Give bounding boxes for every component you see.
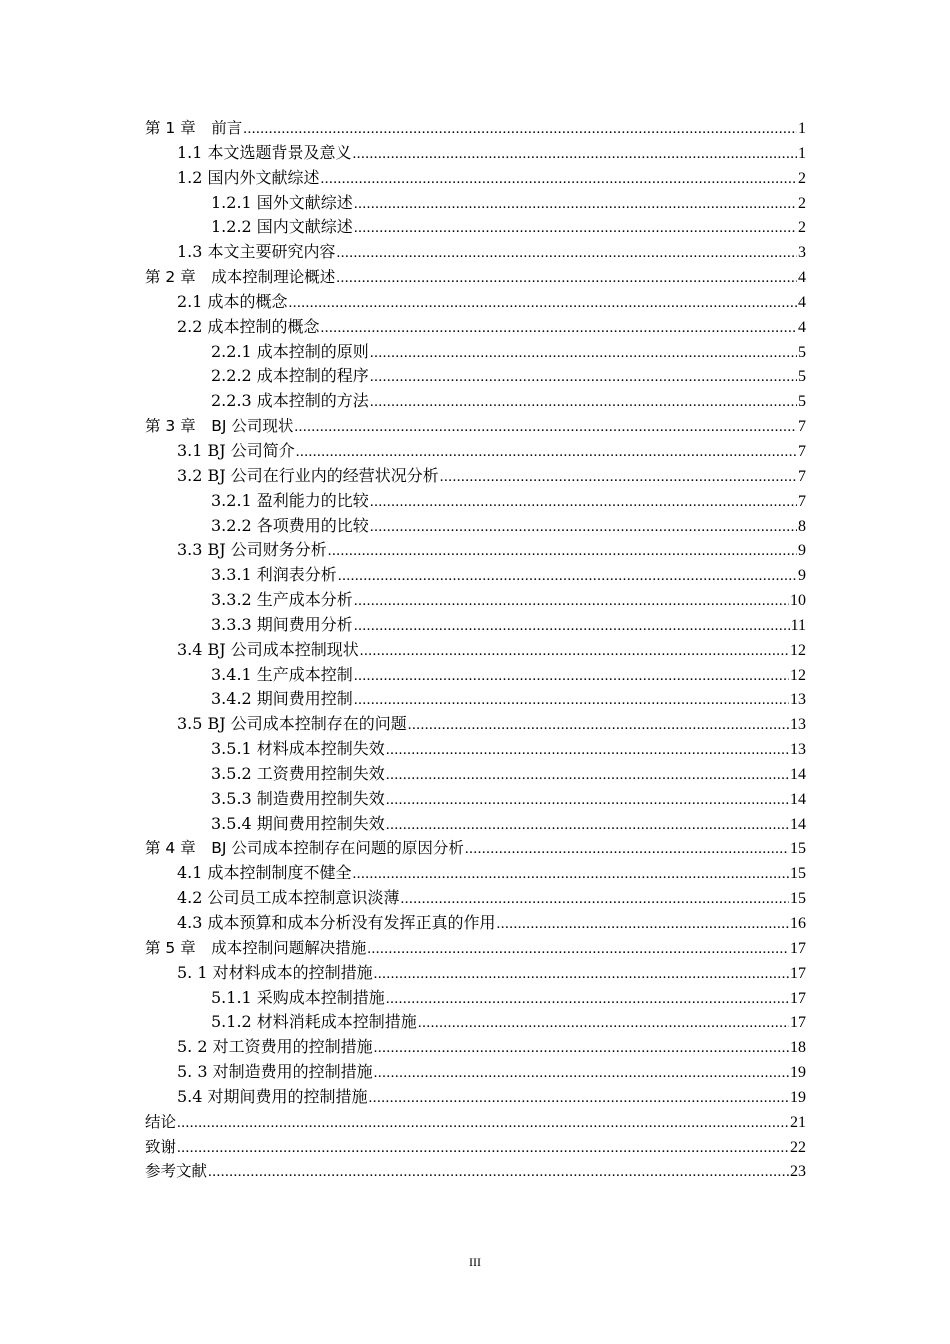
toc-dot-leader [370, 515, 797, 540]
toc-entry-title: 3.4 BJ 公司成本控制现状 [177, 639, 359, 659]
toc-section-entry[interactable] [145, 961, 806, 986]
toc-dot-leader [440, 465, 797, 490]
toc-entry-title: 3.2.1 盈利能力的比较 [211, 490, 369, 510]
toc-dot-leader [374, 1061, 789, 1086]
toc-entry-title: 3.5.1 材料成本控制失效 [211, 739, 385, 759]
toc-entry-title: 3.5.3 制造费用控制失效 [211, 788, 385, 808]
toc-entry-page-number: 12 [790, 666, 806, 684]
toc-entry-page-number: 17 [790, 989, 806, 1007]
toc-subsection-entry[interactable] [145, 364, 806, 389]
toc-subsection-entry[interactable] [145, 514, 806, 539]
toc-dot-leader [338, 564, 797, 589]
toc-dot-leader [369, 1086, 789, 1111]
toc-section-entry[interactable] [145, 638, 806, 663]
toc-entry-page-number: 22 [790, 1138, 806, 1156]
toc-section-entry[interactable] [145, 315, 806, 340]
toc-section-entry[interactable] [145, 861, 806, 886]
toc-dot-leader [353, 862, 789, 887]
toc-entry-page-number: 7 [798, 492, 806, 510]
toc-entry-title: 3.4.2 期间费用控制 [211, 689, 353, 709]
toc-entry-title: 5. 1 对材料成本的控制措施 [177, 962, 373, 982]
toc-subsection-entry[interactable] [145, 389, 806, 414]
toc-entry-page-number: 16 [790, 915, 806, 932]
toc-chapter-entry[interactable] [145, 1110, 806, 1135]
toc-subsection-entry[interactable] [145, 687, 806, 712]
toc-dot-leader [337, 241, 797, 266]
toc-section-entry[interactable] [145, 1035, 806, 1060]
toc-entry-page-number: 5 [798, 368, 806, 386]
toc-entry-title: 结论 [145, 1112, 177, 1131]
toc-entry-page-number: 18 [790, 1039, 806, 1057]
toc-entry-page-number: 15 [790, 865, 806, 883]
toc-chapter-entry[interactable] [145, 414, 806, 439]
toc-entry-page-number: 14 [790, 815, 806, 833]
toc-dot-leader [294, 415, 797, 440]
toc-chapter-entry[interactable] [145, 1159, 806, 1184]
toc-entry-title: 5. 3 对制造费用的控制措施 [177, 1062, 373, 1082]
toc-dot-leader [386, 738, 789, 763]
toc-entry-page-number: 4 [798, 293, 806, 311]
toc-entry-page-number: 17 [790, 964, 806, 982]
toc-entry-title: 第 3 章 BJ 公司现状 [145, 417, 294, 436]
toc-entry-title: 1.2 国内外文献综述 [177, 167, 320, 187]
toc-entry-page-number: 8 [798, 517, 806, 535]
toc-entry-title: 致谢 [145, 1137, 177, 1156]
toc-dot-leader [386, 987, 789, 1012]
toc-dot-leader [177, 1136, 789, 1161]
toc-entry-page-number: 13 [790, 691, 806, 709]
toc-section-entry[interactable] [145, 911, 806, 936]
toc-section-entry[interactable] [145, 886, 806, 911]
toc-section-entry[interactable] [145, 464, 806, 489]
toc-dot-leader [177, 1111, 789, 1136]
toc-dot-leader [336, 266, 797, 291]
toc-entry-page-number: 21 [790, 1113, 806, 1131]
toc-entry-title: 第 5 章 成本控制问题解决措施 [145, 938, 367, 957]
toc-dot-leader [367, 937, 789, 962]
toc-chapter-entry[interactable] [145, 1135, 806, 1160]
toc-section-entry[interactable] [145, 1060, 806, 1085]
toc-dot-leader [208, 1160, 789, 1185]
toc-dot-leader [353, 142, 797, 167]
toc-dot-leader [296, 440, 797, 465]
toc-subsection-entry[interactable] [145, 191, 806, 216]
toc-entry-title: 1.2.2 国内文献综述 [211, 217, 353, 237]
toc-entry-title: 3.3.1 利润表分析 [211, 565, 337, 585]
toc-entry-page-number: 4 [798, 269, 806, 287]
toc-dot-leader [328, 539, 797, 564]
toc-subsection-entry[interactable] [145, 215, 806, 240]
toc-dot-leader [354, 216, 797, 241]
toc-dot-leader [370, 390, 797, 415]
toc-dot-leader [354, 664, 789, 689]
toc-entry-title: 3.3.2 生产成本分析 [211, 590, 353, 610]
toc-entry-page-number: 7 [798, 467, 806, 485]
table-of-contents [145, 116, 806, 1184]
toc-entry-title: 3.2.2 各项费用的比较 [211, 515, 369, 535]
toc-section-entry[interactable] [145, 1085, 806, 1110]
toc-entry-page-number: 12 [790, 641, 806, 659]
toc-entry-title: 2.2.2 成本控制的程序 [211, 366, 369, 386]
toc-dot-leader [354, 192, 797, 217]
toc-entry-title: 3.4.1 生产成本控制 [211, 664, 353, 684]
toc-entry-page-number: 2 [798, 169, 806, 187]
toc-entry-title: 3.5.2 工资费用控制失效 [211, 763, 385, 783]
page-footer-number: III [469, 1255, 481, 1269]
toc-entry-title: 4.2 公司员工成本控制意识淡薄 [177, 888, 400, 908]
toc-entry-title: 4.1 成本控制制度不健全 [177, 863, 352, 883]
toc-subsection-entry[interactable] [145, 563, 806, 588]
toc-chapter-entry[interactable] [145, 936, 806, 961]
toc-chapter-entry[interactable] [145, 836, 806, 861]
toc-entry-title: 参考文献 [145, 1162, 208, 1181]
toc-entry-title: 2.2 成本控制的概念 [177, 316, 320, 336]
toc-entry-page-number: 1 [798, 120, 806, 137]
toc-entry-title: 1.3 本文主要研究内容 [177, 242, 336, 262]
toc-entry-page-number: 15 [790, 890, 806, 908]
toc-section-entry[interactable] [145, 166, 806, 191]
toc-subsection-entry[interactable] [145, 812, 806, 837]
toc-dot-leader [408, 713, 789, 738]
toc-entry-title: 5.1.2 材料消耗成本控制措施 [211, 1012, 417, 1032]
toc-entry-page-number: 14 [790, 790, 806, 808]
toc-entry-title: 5.1.1 采购成本控制措施 [211, 987, 385, 1007]
toc-dot-leader [386, 813, 789, 838]
toc-section-entry[interactable] [145, 141, 806, 166]
toc-entry-page-number: 15 [790, 840, 806, 858]
toc-dot-leader [243, 117, 797, 142]
toc-dot-leader [354, 688, 789, 713]
toc-dot-leader [374, 962, 789, 987]
toc-section-entry[interactable] [145, 712, 806, 737]
toc-entry-page-number: 9 [798, 567, 806, 585]
toc-entry-page-number: 5 [798, 393, 806, 411]
toc-subsection-entry[interactable] [145, 340, 806, 365]
toc-entry-title: 3.3.3 期间费用分析 [211, 614, 353, 634]
toc-entry-title: 3.2 BJ 公司在行业内的经营状况分析 [177, 465, 439, 485]
toc-dot-leader [386, 788, 789, 813]
toc-dot-leader [386, 763, 789, 788]
toc-dot-leader [289, 291, 797, 316]
toc-entry-page-number: 3 [798, 244, 806, 262]
toc-entry-page-number: 11 [790, 616, 806, 634]
toc-entry-title: 5.4 对期间费用的控制措施 [177, 1086, 368, 1106]
toc-chapter-entry[interactable] [145, 116, 806, 141]
toc-subsection-entry[interactable] [145, 737, 806, 762]
toc-entry-title: 第 4 章 BJ 公司成本控制存在问题的原因分析 [145, 839, 464, 858]
toc-section-entry[interactable] [145, 538, 806, 563]
toc-dot-leader [370, 490, 797, 515]
toc-dot-leader [370, 341, 797, 366]
toc-entry-page-number: 10 [790, 592, 806, 610]
toc-subsection-entry[interactable] [145, 588, 806, 613]
toc-subsection-entry[interactable] [145, 489, 806, 514]
toc-chapter-entry[interactable] [145, 265, 806, 290]
toc-section-entry[interactable] [145, 290, 806, 315]
toc-dot-leader [321, 167, 797, 192]
toc-dot-leader [354, 589, 789, 614]
toc-section-entry[interactable] [145, 240, 806, 265]
toc-entry-page-number: 2 [798, 194, 806, 212]
toc-dot-leader [321, 316, 797, 341]
toc-entry-page-number: 2 [798, 219, 806, 237]
toc-entry-title: 3.5 BJ 公司成本控制存在的问题 [177, 714, 407, 734]
toc-entry-title: 2.1 成本的概念 [177, 291, 288, 311]
toc-entry-title: 第 2 章 成本控制理论概述 [145, 268, 336, 287]
toc-entry-page-number: 9 [798, 542, 806, 560]
toc-entry-title: 4.3 成本预算和成本分析没有发挥正真的作用 [177, 913, 496, 932]
toc-entry-title: 2.2.1 成本控制的原则 [211, 341, 369, 361]
toc-subsection-entry[interactable] [145, 1010, 806, 1035]
toc-entry-title: 1.2.1 国外文献综述 [211, 192, 353, 212]
toc-dot-leader [370, 365, 797, 390]
toc-entry-title: 3.5.4 期间费用控制失效 [211, 813, 385, 833]
toc-dot-leader [418, 1011, 789, 1036]
toc-subsection-entry[interactable] [145, 762, 806, 787]
toc-entry-page-number: 14 [790, 765, 806, 783]
toc-dot-leader [497, 912, 789, 937]
toc-subsection-entry[interactable] [145, 663, 806, 688]
toc-entry-page-number: 1 [798, 144, 806, 162]
toc-entry-page-number: 19 [790, 1064, 806, 1082]
toc-entry-page-number: 7 [798, 442, 806, 460]
toc-subsection-entry[interactable] [145, 787, 806, 812]
toc-entry-page-number: 4 [798, 318, 806, 336]
toc-entry-title: 2.2.3 成本控制的方法 [211, 391, 369, 411]
toc-entry-title: 3.1 BJ 公司简介 [177, 440, 295, 460]
toc-dot-leader [354, 614, 790, 639]
toc-entry-page-number: 7 [798, 418, 806, 436]
toc-entry-page-number: 13 [790, 716, 806, 734]
toc-dot-leader [374, 1036, 789, 1061]
toc-dot-leader [360, 639, 789, 664]
toc-entry-page-number: 5 [798, 343, 806, 361]
toc-entry-page-number: 13 [790, 741, 806, 759]
toc-entry-page-number: 17 [790, 1014, 806, 1032]
toc-entry-page-number: 19 [790, 1088, 806, 1106]
toc-dot-leader [401, 887, 789, 912]
toc-entry-title: 3.3 BJ 公司财务分析 [177, 540, 327, 560]
toc-entry-page-number: 17 [790, 939, 806, 957]
toc-entry-title: 5. 2 对工资费用的控制措施 [177, 1037, 373, 1057]
toc-section-entry[interactable] [145, 439, 806, 464]
toc-entry-title: 1.1 本文选题背景及意义 [177, 142, 352, 162]
toc-dot-leader [465, 837, 789, 862]
toc-entry-page-number: 23 [790, 1163, 806, 1181]
toc-subsection-entry[interactable] [145, 986, 806, 1011]
toc-subsection-entry[interactable] [145, 613, 806, 638]
toc-entry-title: 第 1 章 前言 [145, 119, 243, 137]
